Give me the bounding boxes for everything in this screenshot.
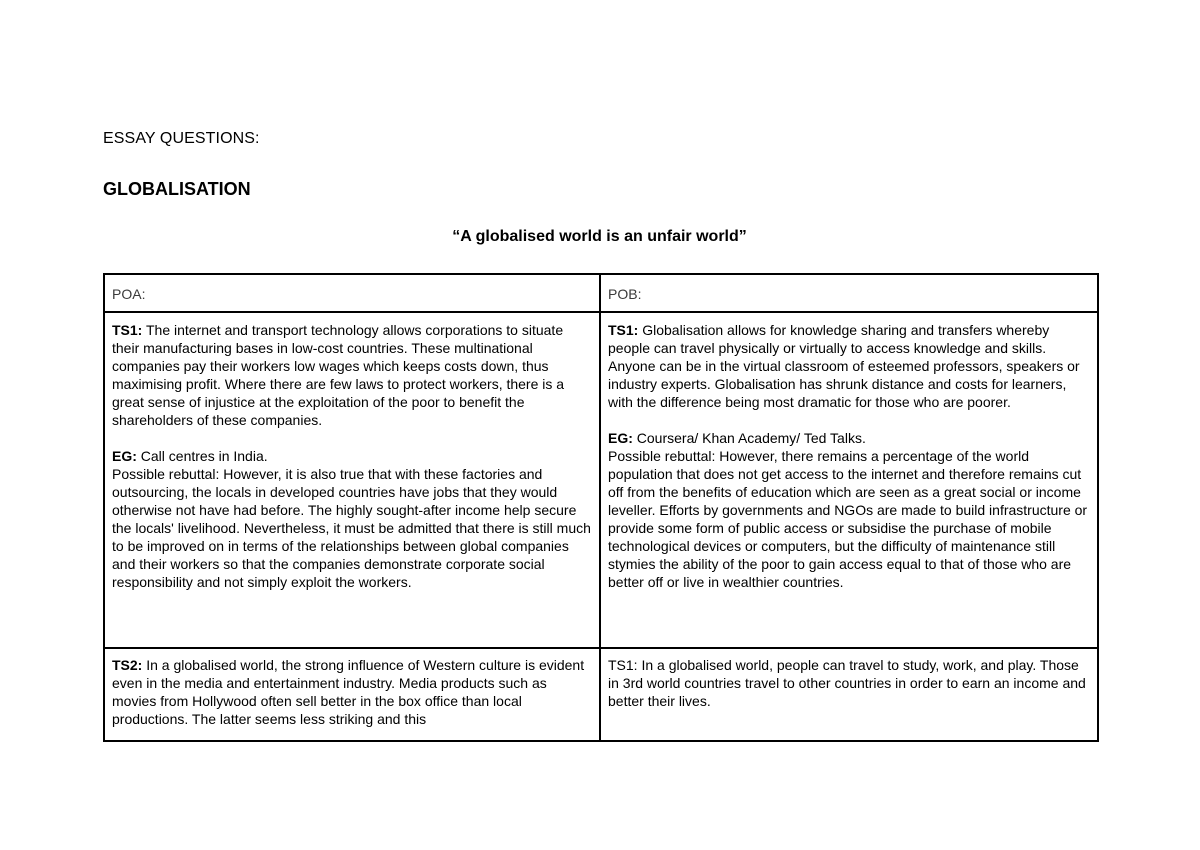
essay-question: “A globalised world is an unfair world” — [452, 228, 747, 245]
poa-ts1-cell — [104, 312, 600, 648]
essay-plan-table — [103, 273, 1099, 742]
topic-title: GLOBALISATION — [103, 179, 251, 199]
table-header-row — [104, 274, 1098, 312]
poa-ts2-cell — [104, 648, 600, 741]
eg-text: Coursera/ Khan Academy/ Ted Talks. — [632, 430, 866, 446]
ts-label: TS2: — [112, 657, 143, 673]
pob-header — [600, 274, 1098, 312]
pob-ts1-paragraph — [608, 321, 1090, 411]
pob-ts1-cell — [600, 312, 1098, 648]
eg-label: EG: — [608, 430, 633, 446]
ts-text: The internet and transport technology allows corporations to situate their manufacturing bases in low-cost countries. These multinational companies pay their workers low wages which keeps costs down, thus maximising profit. Where there are few laws to protect workers, there is a great sense of injustice at the exploitation of the poor to benefit the shareholders of these companies. — [112, 322, 565, 428]
pob-header-label: POB: — [608, 286, 642, 302]
pob-ts-paragraph-2: TS1: In a globalised world, people can travel to study, work, and play. Those in 3rd world countries travel to other countries in order to earn an income and better their lives. — [608, 657, 1086, 709]
poa-rebuttal-paragraph: Possible rebuttal: However, it is also true that with these factories and outsourcing, the locals in developed countries have jobs that they would otherwise not have had before. The highly sought-after income help secure the locals' livelihood. Nevertheless, it must be admitted that there is still much to be improved on in terms of the relationships between global companies and their workers so that the companies demonstrate corporate social responsibility and not simply exploit the workers. — [112, 466, 591, 590]
ts-label: TS1: — [608, 322, 639, 338]
table-row — [104, 648, 1098, 741]
ts-text: In a globalised world, the strong influence of Western culture is evident even in the media and entertainment industry. Media products such as movies from Hollywood often sell better in the box office than local productions. The latter seems less striking and this — [112, 657, 585, 727]
section-label: ESSAY QUESTIONS: — [103, 130, 260, 147]
eg-text: Call centres in India. — [136, 448, 268, 464]
poa-example-paragraph — [112, 447, 592, 465]
poa-ts2-paragraph — [112, 656, 592, 728]
table-row — [104, 312, 1098, 648]
pob-rebuttal-paragraph: Possible rebuttal: However, there remains a percentage of the world population that does not get access to the internet and therefore remains cut off from the benefits of education which are seen as a great social or income leveller. Efforts by governments and NGOs are made to build infrastructure or provide some form of public access or subsidise the purchase of mobile technological devices or computers, but the difficulty of maintenance still stymies the ability of the poor to gain access equal to that of those who are better off or live in wealthier countries. — [608, 448, 1088, 590]
eg-label: EG: — [112, 448, 137, 464]
ts-label: TS1: — [112, 322, 143, 338]
poa-header — [104, 274, 600, 312]
pob-ts-cell-2 — [600, 648, 1098, 741]
ts-text: Globalisation allows for knowledge sharing and transfers whereby people can travel physically or virtually to access knowledge and skills. Anyone can be in the virtual classroom of esteemed professors, speakers or industry experts. Globalisation has shrunk distance and costs for learners, with the difference being most dramatic for those who are poorer. — [608, 322, 1080, 410]
poa-header-label: POA: — [112, 286, 146, 302]
poa-ts1-paragraph — [112, 321, 592, 429]
pob-example-paragraph — [608, 429, 1090, 447]
